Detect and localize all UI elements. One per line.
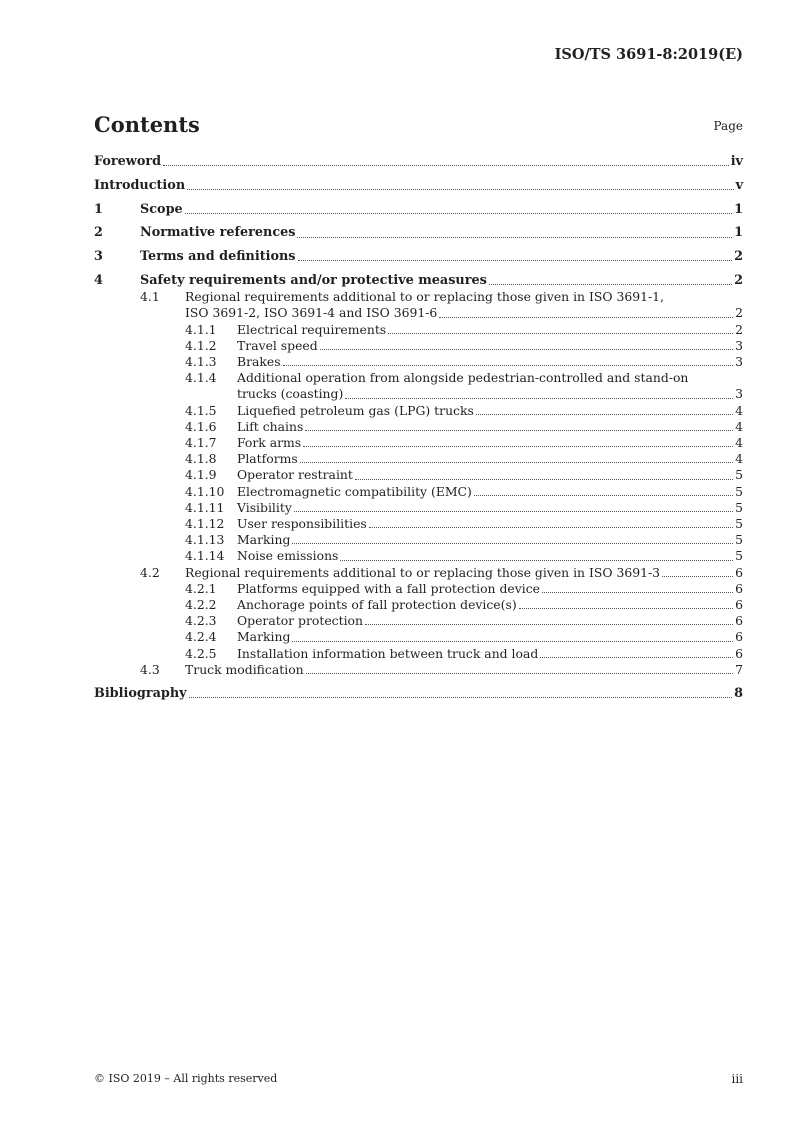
toc-page: iv [730,154,743,169]
toc-entry-4-1-9[interactable] [94,467,743,483]
toc-leader [355,479,733,480]
toc-leader [439,317,733,318]
toc-number: 4.1.10 [185,483,225,499]
toc-entry-introduction[interactable] [94,178,743,194]
toc-entry-4-2-5[interactable] [94,646,743,662]
toc-title: Fork arms [237,435,302,451]
toc-leader [283,365,733,366]
toc-number: 1 [94,201,103,217]
toc-page: 5 [735,516,743,532]
toc-entry-4-1-6[interactable] [94,419,743,435]
toc-leader [185,213,732,214]
toc-title: Liquefied petroleum gas (LPG) trucks [237,402,474,418]
toc-title: Marking [237,532,291,548]
toc-page: 6 [735,597,743,613]
toc-page: 1 [734,225,743,241]
toc-leader [369,527,733,528]
toc-entry-safety-requirements[interactable] [94,273,743,289]
toc-title: Platforms equipped with a fall protection device [237,580,540,596]
toc-page: 3 [735,337,743,353]
toc-page: v [735,177,743,193]
toc-title: Bibliography [94,685,187,701]
toc-leader [388,333,733,334]
toc-page: 5 [735,532,743,548]
toc-page: 2 [735,305,743,321]
toc-page: 3 [735,386,743,402]
toc-page: 6 [735,613,743,629]
toc-title: Operator protection [237,613,363,629]
toc-title-line2: trucks (coasting) [237,386,344,402]
toc-title: Safety requirements and/or protective measures [140,272,487,288]
toc-page: 5 [735,467,743,483]
toc-leader [300,462,733,463]
toc-title: Marking [237,629,291,645]
toc-number: 4.1.4 [185,370,217,386]
toc-number: 4.1.14 [185,548,225,564]
toc-entry-4-1-1[interactable] [94,322,743,338]
toc-number: 4.1.2 [185,337,217,353]
toc-title: Visibility [237,499,292,515]
toc-entry-bibliography[interactable] [94,686,743,702]
toc-leader [297,237,732,238]
toc-leader [489,284,732,285]
toc-entry-scope[interactable] [94,202,743,218]
toc-leader [476,414,733,415]
toc-leader [292,543,733,544]
toc-leader [306,673,733,674]
toc-leader [542,592,733,593]
toc-title: Platforms [237,451,298,467]
toc-title: Regional requirements additional to or replacing those given in ISO 3691-3 [185,564,661,580]
toc-entry-terms-and-definitions[interactable] [94,249,743,265]
page-column-label: Page [713,119,743,133]
toc-page: 4 [735,418,743,434]
toc-number: 4.1.6 [185,418,217,434]
toc-number: 3 [94,249,103,265]
toc-leader [187,189,733,190]
toc-entry-4-1-2[interactable] [94,338,743,354]
toc-leader [519,608,733,609]
toc-number: 4.2.3 [185,613,217,629]
toc-page: 4 [735,402,743,418]
toc-entry-normative-references[interactable] [94,225,743,241]
toc-entry-4-1-10[interactable] [94,484,743,500]
toc-number: 4.1.1 [185,321,217,337]
toc-title: User responsibilities [237,516,367,532]
page-header-doc-id: ISO/TS 3691-8:2019(E) [554,46,743,63]
toc-entry-4-1-13[interactable] [94,532,743,548]
toc-title: Scope [140,201,183,217]
toc-entry-foreword[interactable] [94,154,743,170]
toc-number: 4.1.9 [185,467,217,483]
toc-page: 6 [735,629,743,645]
toc-title: Electrical requirements [237,321,387,337]
toc-title: Travel speed [237,337,318,353]
toc-leader [303,446,733,447]
toc-page: 6 [735,580,743,596]
toc-page: 2 [734,272,743,288]
toc-number: 4.2.1 [185,580,217,596]
toc-leader [662,576,733,577]
toc-page: 3 [735,354,743,369]
toc-leader [163,165,729,166]
toc-title: Foreword [94,154,162,169]
toc-number: 4.1.11 [185,499,225,515]
toc-page: 8 [734,685,743,701]
toc-number: 4.2.2 [185,597,217,613]
toc-leader [320,349,733,350]
toc-page: 2 [735,321,743,337]
toc-title: Introduction [94,177,186,193]
toc-leader [298,260,733,261]
toc-page: 7 [735,661,743,677]
toc-leader [540,657,733,658]
toc-page: 2 [734,249,743,265]
toc-entry-4-2-3[interactable] [94,613,743,629]
contents-title: Contents [94,112,200,137]
toc-leader [189,697,733,698]
toc-entry-4-1-8[interactable] [94,451,743,467]
toc-title: Operator restraint [237,467,353,483]
toc-entry-4-2[interactable] [94,565,743,581]
toc-page: 6 [735,564,743,580]
toc-title: Terms and definitions [140,249,296,265]
toc-number: 4.1 [140,289,160,305]
toc-page: 4 [735,451,743,467]
toc-number: 2 [94,225,103,241]
toc-entry-4-1-4[interactable] [94,370,743,402]
toc-entry-4-1-3[interactable] [94,354,743,370]
toc-leader [345,398,733,399]
toc-title-line2: ISO 3691-2, ISO 3691-4 and ISO 3691-6 [185,305,438,321]
toc-leader [292,641,733,642]
toc-entry-4-1-11[interactable] [94,500,743,516]
toc-number: 4.1.13 [185,532,225,548]
toc-title: Installation information between truck and load [237,645,539,661]
toc-entry-4-1-12[interactable] [94,516,743,532]
toc-leader [305,430,733,431]
toc-number: 4.2 [140,564,160,580]
toc-title: Truck modification [185,661,304,677]
footer-copyright: © ISO 2019 – All rights reserved [94,1072,278,1085]
toc-page: 5 [735,548,743,564]
toc-entry-4-2-1[interactable] [94,581,743,597]
toc-entry-4-1-5[interactable] [94,403,743,419]
toc-entry-4-1-14[interactable] [94,548,743,564]
toc-entry-4-3[interactable] [94,662,743,678]
toc-number: 4.2.5 [185,645,217,661]
toc-leader [474,495,733,496]
toc-page: 5 [735,483,743,499]
toc-title: Noise emissions [237,548,339,564]
toc-number: 4 [94,272,103,288]
toc-number: 4.3 [140,661,160,677]
toc-number: 4.1.12 [185,516,225,532]
toc-page: 4 [735,435,743,451]
toc-entry-4-1-7[interactable] [94,435,743,451]
toc-title: Lift chains [237,418,304,434]
toc-title: Anchorage points of fall protection device(s) [237,597,517,613]
toc-title: Normative references [140,225,296,241]
toc-entry-4-1[interactable] [94,289,743,321]
toc-leader [294,511,733,512]
toc-title-line1: Additional operation from alongside pedestrian-controlled and stand-on [237,370,689,386]
toc-entry-4-2-2[interactable] [94,597,743,613]
toc-page: 5 [735,499,743,515]
toc-title-line1: Regional requirements additional to or replacing those given in ISO 3691-1, [185,289,664,305]
toc-leader [340,560,733,561]
toc-number: 4.1.7 [185,435,217,451]
table-of-contents [94,154,743,702]
toc-number: 4.2.4 [185,629,217,645]
toc-entry-4-2-4[interactable] [94,629,743,645]
footer-page-number: iii [731,1072,743,1086]
toc-title: Electromagnetic compatibility (EMC) [237,483,472,499]
toc-page: 1 [734,201,743,217]
toc-title: Brakes [237,354,281,369]
toc-page: 6 [735,645,743,661]
toc-number: 4.1.5 [185,402,217,418]
toc-number: 4.1.3 [185,354,217,369]
toc-leader [365,624,733,625]
toc-number: 4.1.8 [185,451,217,467]
